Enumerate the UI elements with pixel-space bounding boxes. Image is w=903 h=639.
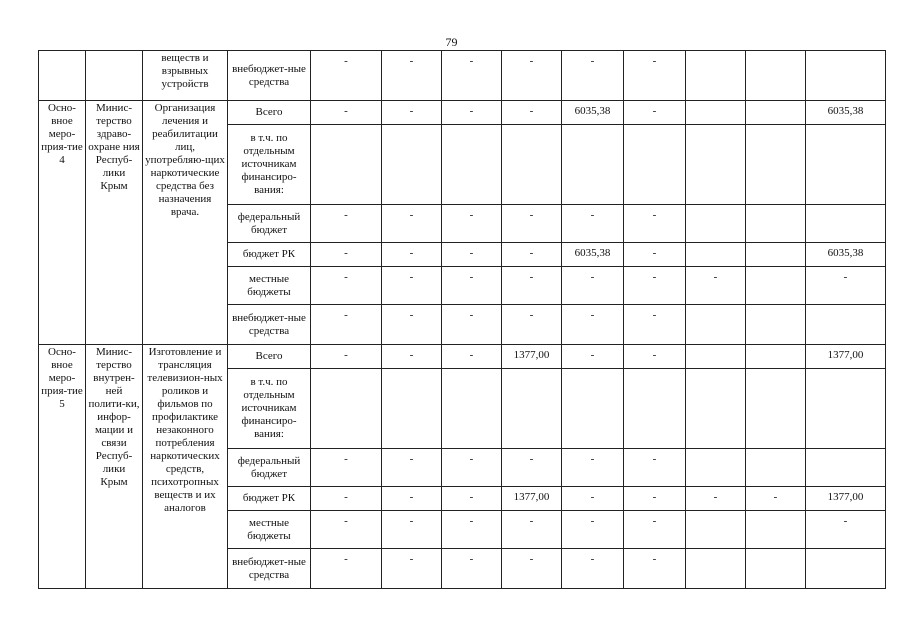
value-cell: [686, 345, 746, 369]
value-cell: [686, 51, 746, 101]
value-cell: -: [686, 267, 746, 305]
value-cell: -: [624, 449, 686, 487]
value-cell: -: [624, 267, 686, 305]
purpose-cell: Изготовление и трансляция телевизион-ных роликов и фильмов по профилактике незаконного потребления наркотических средств, психотропных веществ и их аналогов: [143, 345, 228, 589]
value-cell: -: [311, 101, 382, 125]
value-cell: -: [562, 267, 624, 305]
value-cell: -: [311, 267, 382, 305]
purpose-cell: Организация лечения и реабилитации лиц, употребляю-щих наркотические средства без назначения врача.: [143, 101, 228, 345]
value-cell: -: [311, 51, 382, 101]
value-cell: [746, 267, 806, 305]
value-cell: -: [382, 449, 442, 487]
value-cell: -: [502, 511, 562, 549]
value-cell: 6035,38: [562, 101, 624, 125]
page-number: 79: [445, 35, 458, 49]
value-cell: [746, 205, 806, 243]
value-cell: -: [311, 449, 382, 487]
value-cell: [806, 305, 886, 345]
value-cell: -: [442, 101, 502, 125]
value-cell: -: [442, 205, 502, 243]
value-cell: [806, 369, 886, 449]
table-row: [39, 345, 886, 369]
value-cell: -: [806, 511, 886, 549]
value-cell: [686, 125, 746, 205]
value-cell: -: [624, 487, 686, 511]
value-cell: [806, 205, 886, 243]
value-cell: -: [502, 51, 562, 101]
value-cell: -: [442, 51, 502, 101]
value-cell: [686, 243, 746, 267]
source-cell: федеральный бюджет: [228, 449, 311, 487]
value-cell: -: [806, 267, 886, 305]
value-cell: -: [311, 511, 382, 549]
value-cell: -: [311, 243, 382, 267]
value-cell: [686, 511, 746, 549]
value-cell: [442, 125, 502, 205]
value-cell: [686, 205, 746, 243]
value-cell: [746, 243, 806, 267]
value-cell: 1377,00: [502, 345, 562, 369]
value-cell: -: [382, 345, 442, 369]
executor-cell: Минис-терство здраво-охране ния Респуб-лики Крым: [86, 101, 143, 345]
value-cell: [382, 369, 442, 449]
value-cell: -: [624, 549, 686, 589]
value-cell: [311, 125, 382, 205]
source-cell: в т.ч. по отдельным источникам финансиро-вания:: [228, 125, 311, 205]
value-cell: [311, 369, 382, 449]
source-cell: внебюджет-ные средства: [228, 305, 311, 345]
value-cell: -: [442, 449, 502, 487]
source-cell: Всего: [228, 345, 311, 369]
value-cell: -: [442, 549, 502, 589]
value-cell: -: [562, 345, 624, 369]
value-cell: -: [382, 243, 442, 267]
value-cell: -: [562, 51, 624, 101]
source-cell: бюджет РК: [228, 487, 311, 511]
value-cell: [686, 101, 746, 125]
value-cell: -: [562, 511, 624, 549]
financing-table: [38, 50, 886, 589]
value-cell: -: [311, 305, 382, 345]
activity-cell: [39, 51, 86, 101]
value-cell: [806, 51, 886, 101]
value-cell: -: [562, 487, 624, 511]
value-cell: [686, 305, 746, 345]
value-cell: [746, 511, 806, 549]
value-cell: -: [502, 305, 562, 345]
value-cell: 1377,00: [806, 487, 886, 511]
value-cell: [562, 369, 624, 449]
value-cell: -: [502, 243, 562, 267]
value-cell: 6035,38: [562, 243, 624, 267]
value-cell: -: [442, 305, 502, 345]
value-cell: [746, 305, 806, 345]
executor-cell: Минис-терство внутрен-ней полити-ки, инфор-мации и связи Респуб-лики Крым: [86, 345, 143, 589]
value-cell: -: [382, 101, 442, 125]
value-cell: -: [311, 205, 382, 243]
activity-cell: Осно-вное меро-прия-тие 4: [39, 101, 86, 345]
value-cell: -: [502, 267, 562, 305]
table-row: [39, 51, 886, 101]
value-cell: [502, 125, 562, 205]
purpose-cell: веществ и взрывных устройств: [143, 51, 228, 101]
value-cell: -: [382, 305, 442, 345]
value-cell: [624, 369, 686, 449]
value-cell: [806, 449, 886, 487]
source-cell: местные бюджеты: [228, 267, 311, 305]
value-cell: -: [311, 549, 382, 589]
value-cell: [746, 449, 806, 487]
value-cell: -: [442, 487, 502, 511]
value-cell: [806, 549, 886, 589]
table-row: [39, 101, 886, 125]
value-cell: [686, 369, 746, 449]
source-cell: в т.ч. по отдельным источникам финансиро-вания:: [228, 369, 311, 449]
value-cell: -: [502, 449, 562, 487]
value-cell: 1377,00: [502, 487, 562, 511]
value-cell: -: [382, 267, 442, 305]
source-cell: внебюджет-ные средства: [228, 51, 311, 101]
value-cell: -: [311, 487, 382, 511]
value-cell: -: [382, 511, 442, 549]
value-cell: -: [624, 101, 686, 125]
source-cell: местные бюджеты: [228, 511, 311, 549]
activity-cell: Осно-вное меро-прия-тие 5: [39, 345, 86, 589]
value-cell: -: [382, 487, 442, 511]
source-cell: внебюджет-ные средства: [228, 549, 311, 589]
value-cell: -: [502, 101, 562, 125]
value-cell: [746, 51, 806, 101]
value-cell: 6035,38: [806, 243, 886, 267]
value-cell: -: [624, 345, 686, 369]
value-cell: -: [686, 487, 746, 511]
value-cell: -: [562, 205, 624, 243]
value-cell: -: [624, 51, 686, 101]
executor-cell: [86, 51, 143, 101]
value-cell: [686, 549, 746, 589]
value-cell: [746, 549, 806, 589]
source-cell: федеральный бюджет: [228, 205, 311, 243]
value-cell: -: [624, 243, 686, 267]
value-cell: [746, 369, 806, 449]
value-cell: -: [382, 51, 442, 101]
value-cell: -: [442, 345, 502, 369]
value-cell: [442, 369, 502, 449]
value-cell: [746, 101, 806, 125]
value-cell: [806, 125, 886, 205]
value-cell: -: [502, 205, 562, 243]
value-cell: -: [442, 267, 502, 305]
value-cell: -: [562, 549, 624, 589]
source-cell: бюджет РК: [228, 243, 311, 267]
value-cell: 6035,38: [806, 101, 886, 125]
value-cell: [686, 449, 746, 487]
value-cell: [382, 125, 442, 205]
value-cell: [746, 125, 806, 205]
value-cell: [624, 125, 686, 205]
value-cell: -: [382, 549, 442, 589]
value-cell: -: [442, 511, 502, 549]
value-cell: -: [624, 511, 686, 549]
value-cell: -: [624, 205, 686, 243]
value-cell: -: [382, 205, 442, 243]
value-cell: -: [562, 449, 624, 487]
source-cell: Всего: [228, 101, 311, 125]
value-cell: -: [311, 345, 382, 369]
value-cell: [746, 345, 806, 369]
value-cell: -: [562, 305, 624, 345]
value-cell: -: [624, 305, 686, 345]
value-cell: [562, 125, 624, 205]
value-cell: -: [746, 487, 806, 511]
value-cell: 1377,00: [806, 345, 886, 369]
value-cell: [502, 369, 562, 449]
table-body: [39, 51, 886, 589]
value-cell: -: [442, 243, 502, 267]
value-cell: -: [502, 549, 562, 589]
